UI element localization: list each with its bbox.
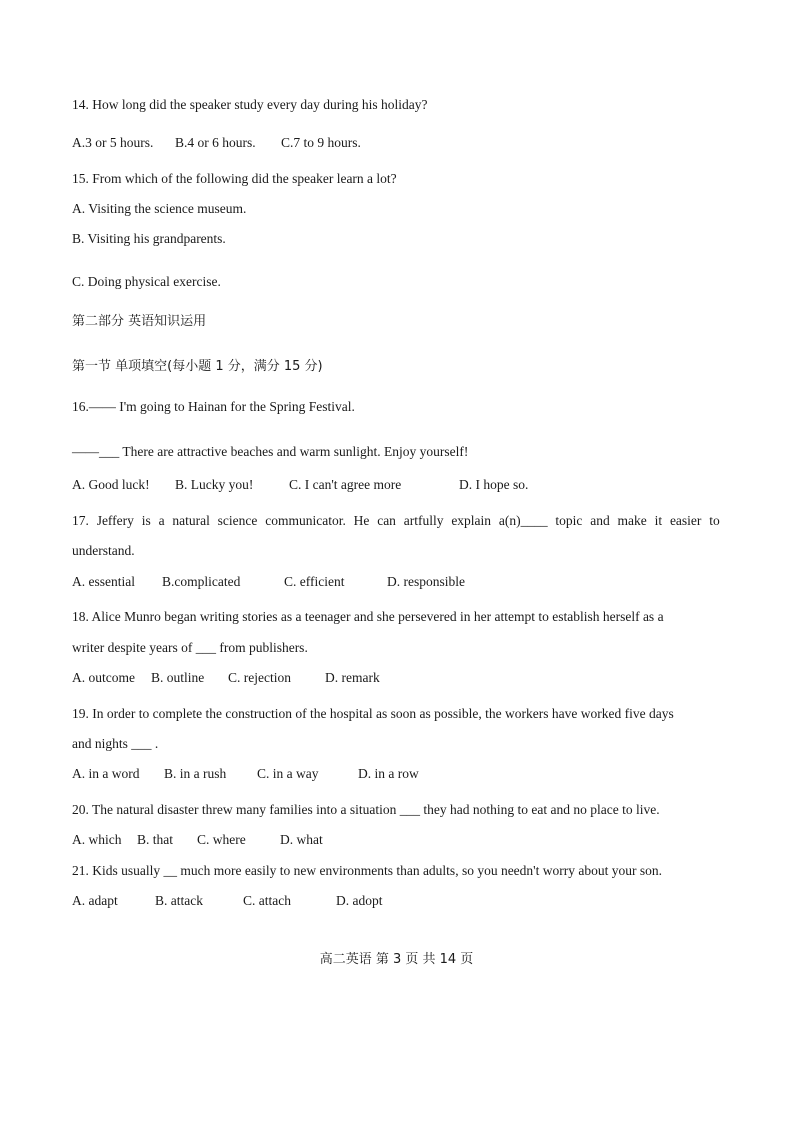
section-1-title: 第一节 单项填空(每小题 1 分，满分 15 分): [72, 359, 323, 374]
q20-option-b: B. that: [137, 832, 173, 847]
q18-option-c: C. rejection: [228, 670, 291, 685]
page-footer: 高二英语 第 3 页 共 14 页: [319, 952, 474, 967]
q21-option-b: B. attack: [155, 893, 203, 908]
q20-option-a: A. which: [72, 832, 122, 847]
q19-option-c: C. in a way: [257, 766, 319, 781]
q17-word: artfully: [403, 513, 444, 528]
q14-option-a: A.3 or 5 hours.: [72, 135, 154, 150]
q17-word: topic: [555, 513, 583, 528]
part-2-title: 第二部分 英语知识运用: [72, 314, 207, 329]
question-17-line-2: understand.: [72, 543, 135, 558]
q17-word: and: [590, 513, 610, 528]
q17-word: Jeffery: [96, 513, 134, 528]
q20-option-d: D. what: [280, 832, 323, 847]
q14-option-b: B.4 or 6 hours.: [175, 135, 256, 150]
q17-option-c: C. efficient: [284, 574, 345, 589]
q14-option-c: C.7 to 9 hours.: [281, 135, 361, 150]
q17-option-a: A. essential: [72, 574, 135, 589]
q18-option-b: B. outline: [151, 670, 205, 685]
q17-word: easier: [669, 513, 702, 528]
q16-option-d: D. I hope so.: [459, 477, 529, 492]
q17-word: make: [617, 513, 647, 528]
q21-option-d: D. adopt: [336, 893, 383, 908]
question-19-line-2: and nights ___ .: [72, 736, 159, 751]
q17-word: He: [353, 513, 370, 528]
q17-word: a: [158, 513, 165, 528]
question-15-stem: 15. From which of the following did the speaker learn a lot?: [72, 171, 397, 186]
q17-word: can: [377, 513, 396, 528]
question-18-line-1: 18. Alice Munro began writing stories as a teenager and she persevered in her attempt to establish herself as a: [72, 609, 664, 624]
q21-option-a: A. adapt: [72, 893, 118, 908]
question-19-line-1: 19. In order to complete the construction of the hospital as soon as possible, the workers have worked five days: [72, 706, 674, 721]
q19-option-a: A. in a word: [72, 766, 140, 781]
question-16-line-1: 16.—— I'm going to Hainan for the Spring Festival.: [72, 399, 355, 414]
q18-option-d: D. remark: [325, 670, 380, 685]
question-20-stem: 20. The natural disaster threw many families into a situation ___ they had nothing to eat and no place to live.: [72, 802, 660, 817]
q16-option-c: C. I can't agree more: [289, 477, 402, 492]
q17-word: natural: [172, 513, 210, 528]
q17-word: communicator.: [265, 513, 346, 528]
question-18-line-2: writer despite years of ___ from publishers.: [72, 640, 308, 655]
q18-option-a: A. outcome: [72, 670, 135, 685]
q15-option-b: B. Visiting his grandparents.: [72, 231, 226, 246]
q17-word: to: [709, 513, 720, 528]
q17-option-d: D. responsible: [387, 574, 465, 589]
q19-option-d: D. in a row: [358, 766, 419, 781]
question-14-stem: 14. How long did the speaker study every day during his holiday?: [72, 97, 428, 112]
q17-word: explain: [451, 513, 492, 528]
q16-option-a: A. Good luck!: [72, 477, 150, 492]
q17-word: is: [141, 513, 151, 528]
q17-word: 17.: [72, 513, 89, 528]
q17-word: science: [217, 513, 258, 528]
question-17-line-1: [72, 512, 720, 530]
q15-option-a: A. Visiting the science museum.: [72, 201, 247, 216]
q19-option-b: B. in a rush: [164, 766, 227, 781]
q17-word: a(n)____: [498, 513, 548, 528]
q17-option-b: B.complicated: [162, 574, 241, 589]
q15-option-c: C. Doing physical exercise.: [72, 274, 221, 289]
question-16-line-2: ——___ There are attractive beaches and warm sunlight. Enjoy yourself!: [72, 444, 469, 459]
q16-option-b: B. Lucky you!: [175, 477, 254, 492]
q17-word: it: [654, 513, 663, 528]
q20-option-c: C. where: [197, 832, 246, 847]
question-21-stem: 21. Kids usually __ much more easily to new environments than adults, so you needn't worry about your son.: [72, 863, 662, 878]
q21-option-c: C. attach: [243, 893, 291, 908]
